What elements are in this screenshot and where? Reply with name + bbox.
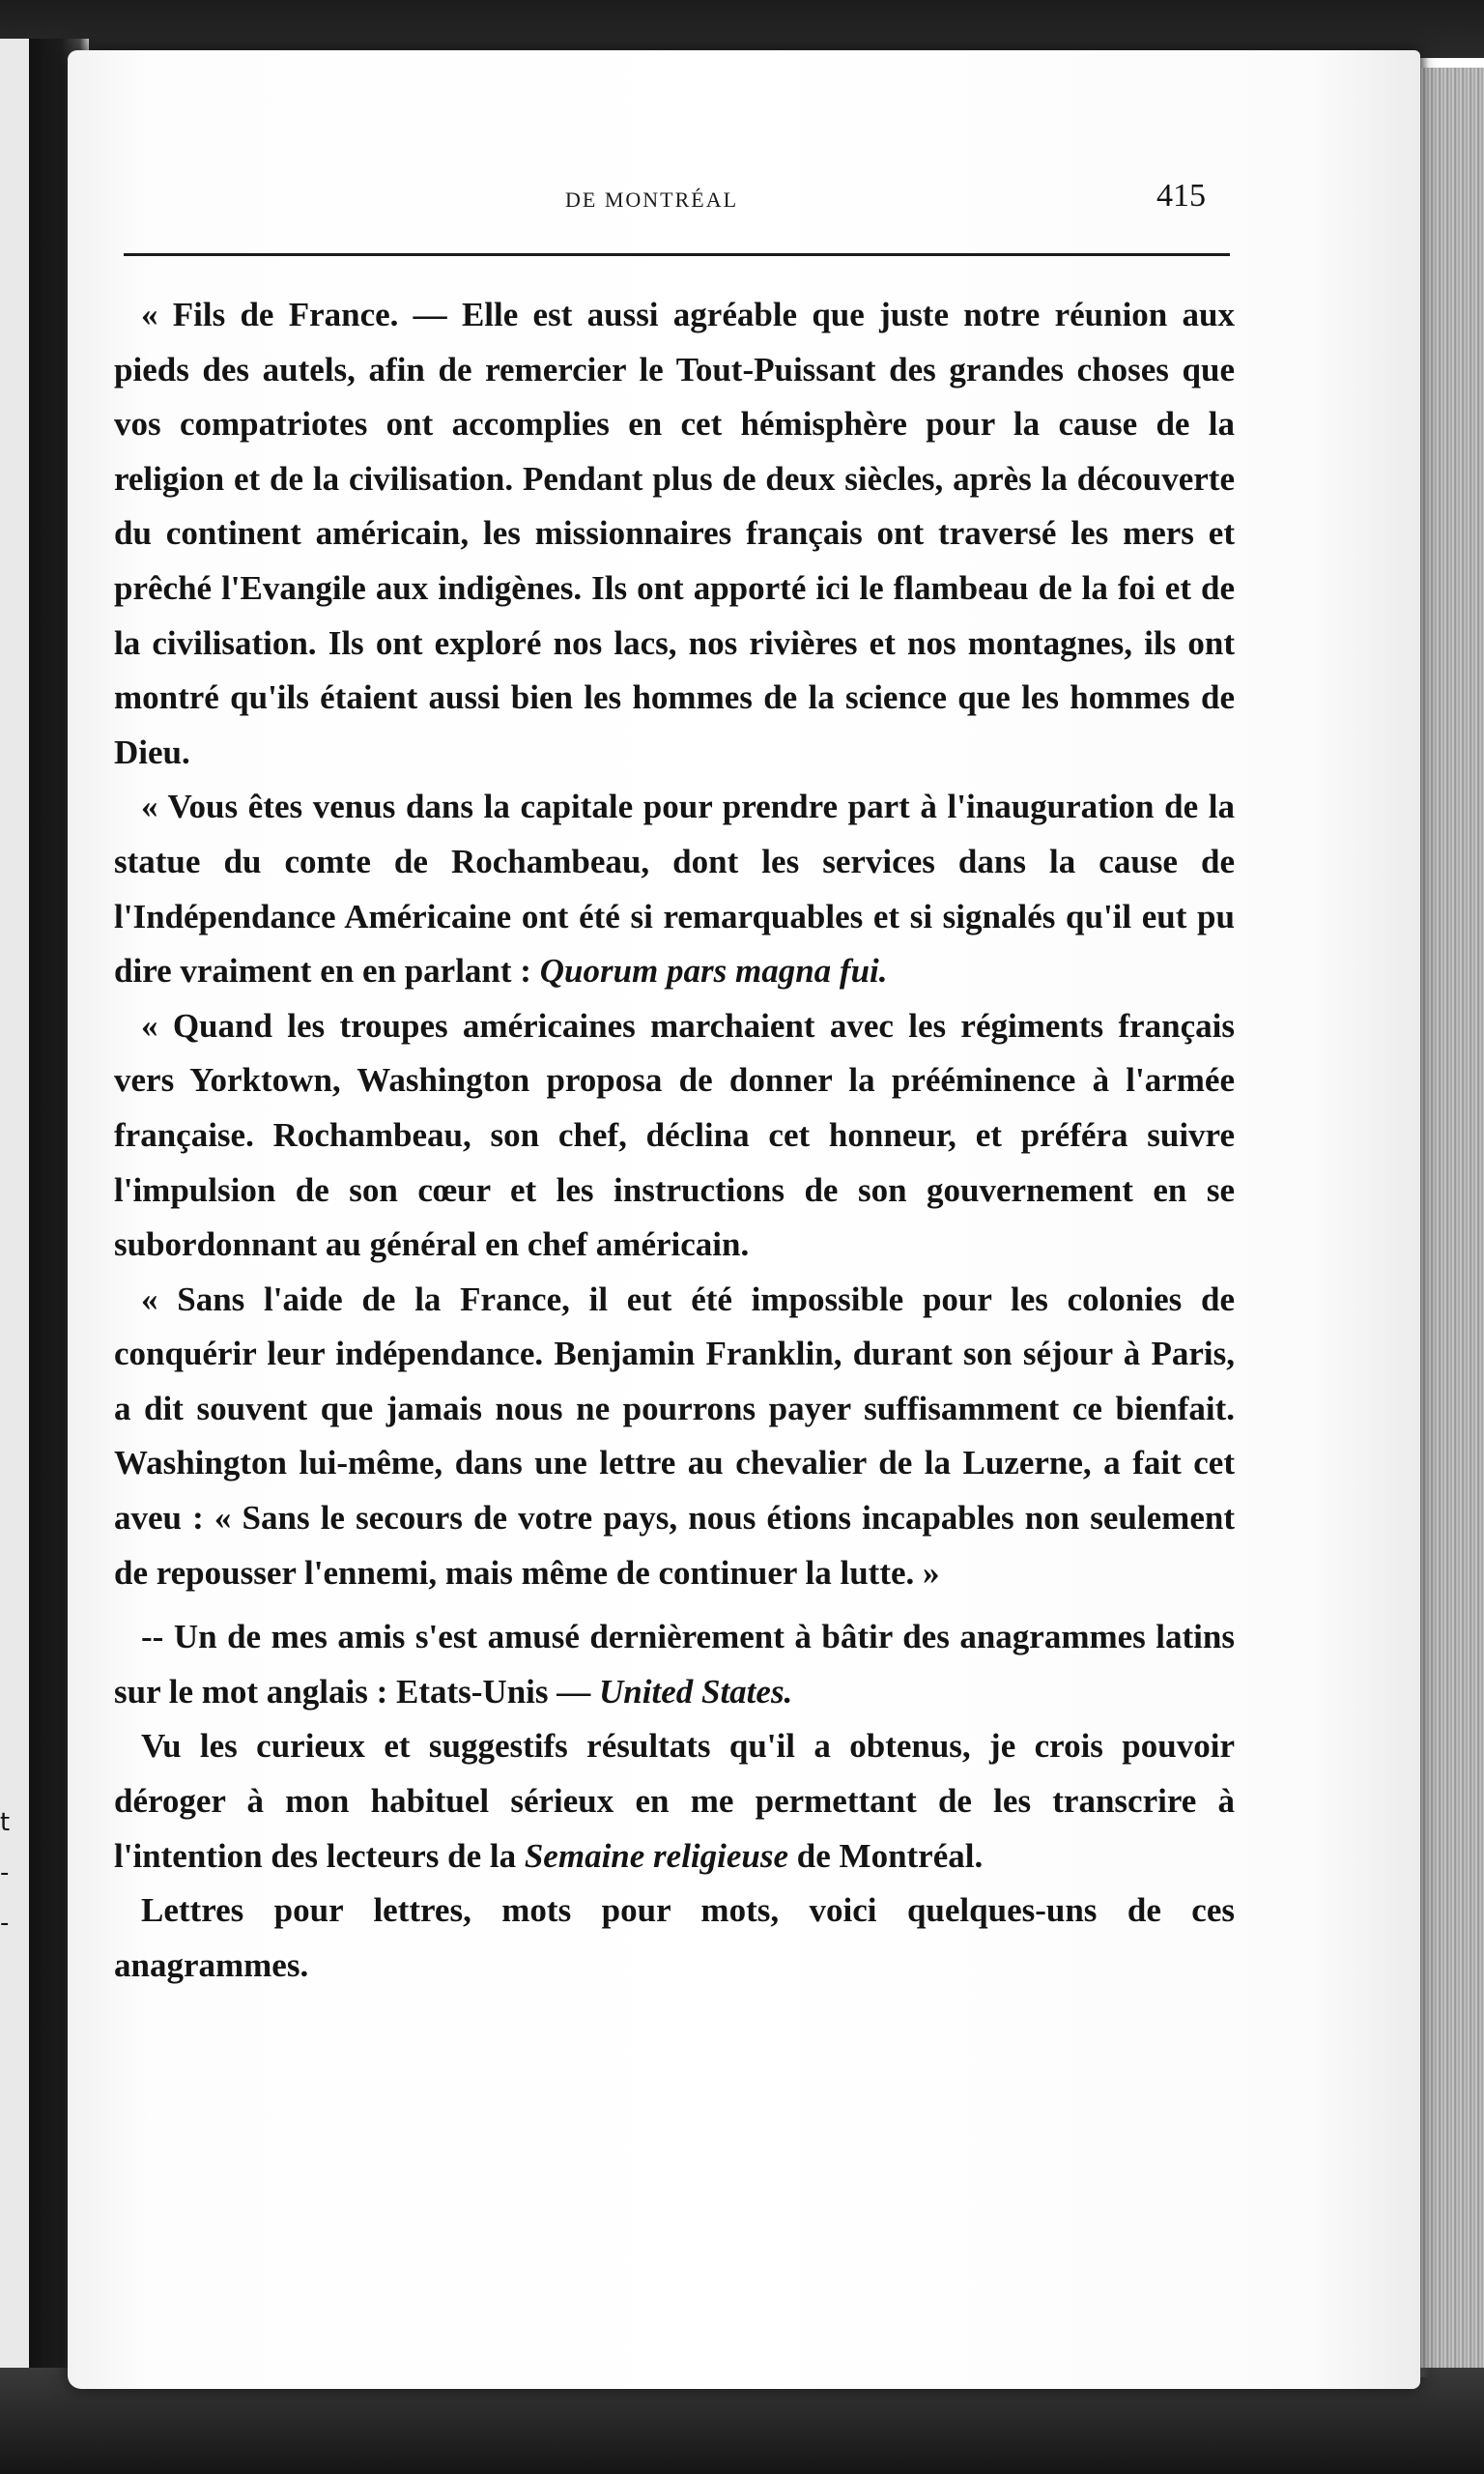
paragraph-italic: Semaine religieuse	[524, 1836, 789, 1875]
paragraph	[114, 999, 1235, 1273]
paragraph-text: Vu les curieux et suggestifs résultats qu'il a obtenus, je crois pouvoir déroger à mon habituel sérieux en me permettant de les transcrire à l'intention des lecteurs de la	[114, 1727, 1235, 1875]
facing-page-mark: -	[0, 1858, 10, 1887]
paragraph	[114, 1719, 1235, 1884]
paragraph-text: Lettres pour lettres, mots pour mots, voici quelques-uns de ces anagrammes.	[114, 1891, 1235, 1984]
paragraph	[114, 288, 1235, 780]
paragraph	[114, 1884, 1235, 1993]
paragraph-italic: United States.	[599, 1672, 793, 1711]
facing-page-mark: -	[0, 1909, 10, 1938]
facing-page-edge	[0, 39, 29, 2377]
facing-page-marks	[0, 1798, 14, 1948]
top-shadow	[0, 0, 1484, 58]
paragraph	[114, 1610, 1235, 1719]
header-rule	[124, 253, 1230, 256]
paragraph	[114, 780, 1235, 998]
body-text	[114, 288, 1235, 1993]
page-number: 415	[1156, 178, 1206, 214]
paragraph-text: « Vous êtes venus dans la capitale pour prendre part à l'inauguration de la statue du comte de Rochambeau, dont les services dans la cause de l'Indépendance Américaine ont été si remarquables et si signalés qu'il eut pu dire vraiment en en parlant :	[114, 788, 1235, 991]
paragraph-text: « Fils de France. — Elle est aussi agréable que juste notre réunion aux pieds des autels, afin de remercier le Tout-Puissant des grandes choses que vos compatriotes ont accomplies en cet hémisphère pour la cause de la religion et de la civilisation. Pendant plus de deux siècles, après la découverte du continent américain, les missionnaires français ont traversé les mers et prêché l'Evangile aux indigènes. Ils ont apporté ici le flambeau de la foi et de la civilisation. Ils ont exploré nos lacs, nos rivières et nos montagnes, ils ont montré qu'ils étaient aussi bien les hommes de la science que les hommes de Dieu.	[114, 296, 1235, 771]
stacked-page-edges	[1420, 68, 1484, 2368]
running-title: DE MONTRÉAL	[565, 187, 739, 212]
paragraph-text: « Sans l'aide de la France, il eut été impossible pour les colonies de conquérir leur indépendance. Benjamin Franklin, durant son séjour à Paris, a dit souvent que jamais nous ne pourrons payer suffisamment ce bienfait. Washington lui-même, dans une lettre au chevalier de la Luzerne, a fait cet aveu : « Sans le secours de votre pays, nous étions incapables non seulement de repousser l'ennemi, mais même de continuer la lutte. »	[114, 1280, 1235, 1592]
facing-page-mark: t	[0, 1808, 11, 1837]
paragraph	[114, 1273, 1235, 1601]
paragraph-text: -- Un de mes amis s'est amusé dernièrement à bâtir des anagrammes latins sur le mot anglais : Etats-Unis —	[114, 1618, 1235, 1711]
paragraph-text: « Quand les troupes américaines marchaient avec les régiments français vers Yorktown, Washington proposa de donner la prééminence à l'armée française. Rochambeau, son chef, déclina cet honneur, et préféra suivre l'impulsion de son cœur et les instructions de son gouvernement en se subordonnant au général en chef américain.	[114, 1006, 1235, 1264]
paragraph-italic: Quorum pars magna fui.	[539, 952, 888, 991]
paragraph-text-after: de Montréal.	[796, 1836, 984, 1875]
page-header	[126, 178, 1227, 226]
